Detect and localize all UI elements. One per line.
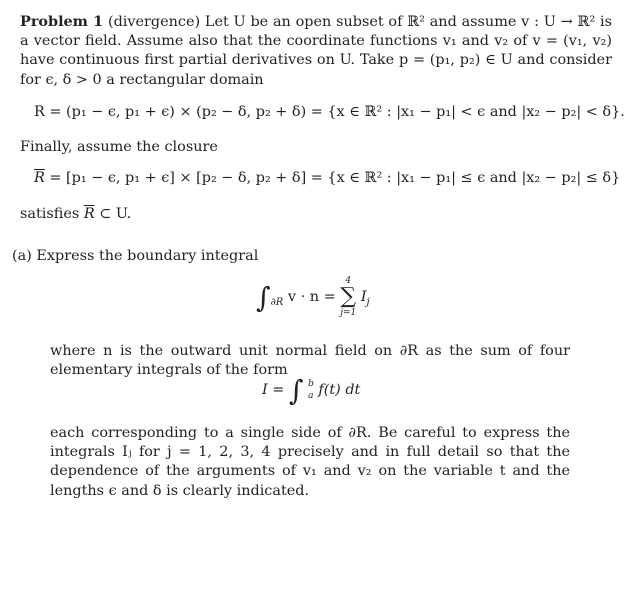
closure-condition-suffix: ⊂ U. bbox=[94, 206, 132, 222]
each-side-instructions: each corresponding to a single side of ∂R. Be careful to express the integrals Iⱼ for j = 1, 2, 3, 4 precisely and in full detail so that the dependence of the arguments of v₁ and v₂ on the variable t and the lengths ϵ and δ is clearly indicated. bbox=[50, 425, 570, 499]
sum-term: I bbox=[360, 289, 367, 305]
closure-expression: = [p₁ − ϵ, p₁ + ϵ] × [p₂ − δ, p₂ + δ] = {x ∈ ℝ² : |x₁ − p₁| ≤ ϵ and |x₂ − p₂| ≤ δ} bbox=[44, 170, 621, 186]
sum-operator bbox=[340, 275, 356, 319]
problem-title: Problem 1 bbox=[20, 13, 104, 30]
closure-condition-prefix: satisfies bbox=[20, 206, 84, 222]
closure-condition-symbol: $\overline{R}$ bbox=[83, 206, 95, 222]
sum-lower-limit: j=1 bbox=[340, 308, 357, 318]
part-a-heading bbox=[12, 247, 612, 266]
boundary-integral-equation bbox=[256, 275, 370, 319]
sigma-symbol: ∑ bbox=[340, 284, 357, 309]
problem-statement bbox=[20, 12, 612, 90]
part-a-label: (a) bbox=[12, 248, 32, 264]
where-clause: where n is the outward unit normal field on ∂R as the sum of four elementary integrals of the form bbox=[50, 343, 570, 379]
closure-intro: Finally, assume the closure bbox=[20, 139, 218, 155]
elementary-lhs: I = bbox=[262, 382, 285, 398]
rectangle-definition: R = (p₁ − ϵ, p₁ + ϵ) × (p₂ − δ, p₂ + δ) = {x ∈ ℝ² : |x₁ − p₁| < ϵ and |x₂ − p₂| < δ}. bbox=[34, 104, 625, 120]
boundary-domain: ∂R bbox=[270, 297, 284, 308]
closure-symbol: $\overline{R}$ bbox=[34, 170, 45, 186]
sum-upper-limit: 4 bbox=[345, 276, 352, 286]
part-a-intro: Express the boundary integral bbox=[36, 248, 259, 264]
elementary-lower-limit: a bbox=[308, 391, 314, 401]
sum-term-subscript: j bbox=[366, 297, 370, 308]
boundary-integrand: v · n = bbox=[287, 289, 336, 305]
elementary-integral-sign: ∫ bbox=[288, 374, 304, 407]
elementary-integrand: f(t) dt bbox=[318, 382, 361, 398]
integral-sign: ∫ bbox=[256, 281, 271, 314]
closure-definition bbox=[34, 169, 620, 188]
elementary-integral bbox=[262, 374, 361, 407]
problem-paragraph-1: (divergence) Let U be an open subset of ℝ² and assume v : U → ℝ² is a vector field. Assume also that the coordinate functions v₁ and v₂ of v = (v₁, v₂) have continuous first partial derivatives on U. Take p = (p₁, p₂) ∈ U and consider for ϵ, δ > 0 a rectangular domain bbox=[20, 14, 612, 88]
elementary-upper-limit: b bbox=[308, 379, 314, 389]
elementary-limits bbox=[308, 378, 314, 402]
closure-condition bbox=[20, 205, 610, 224]
